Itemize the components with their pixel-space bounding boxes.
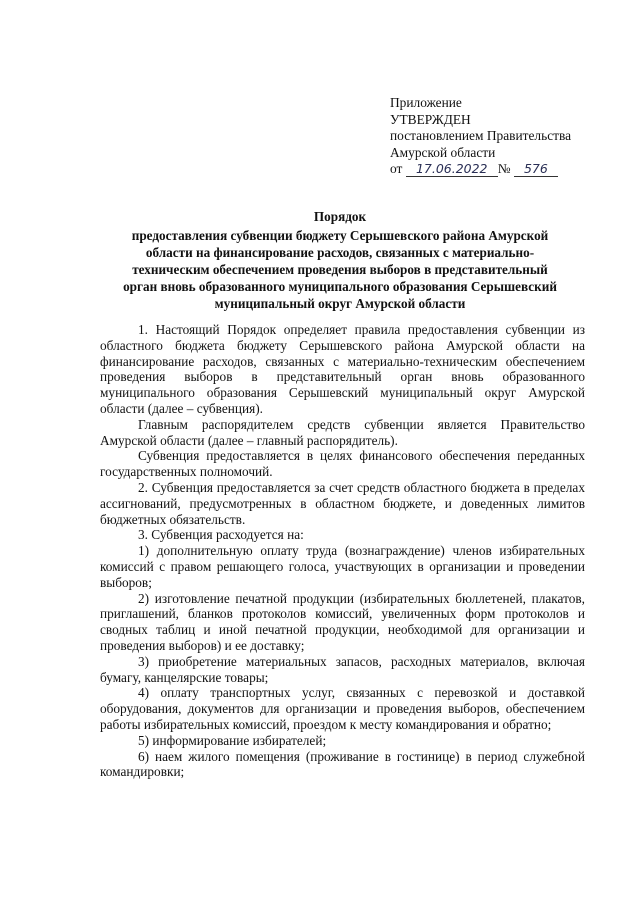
region-label: Амурской области (390, 144, 496, 160)
title-heading: Порядок (313, 209, 367, 224)
date-number-row (390, 161, 571, 178)
paragraph: 3. Субвенция расходуется на: (138, 527, 304, 543)
title-line: муниципальный округ Амурской области (214, 296, 466, 311)
paragraph: Субвенция предоставляется в целях финансового обеспечения переданных государственных полномочий. (100, 448, 585, 480)
title-line: техническим обеспечением проведения выборов в представительный (132, 262, 548, 277)
list-item: 2) изготовление печатной продукции (избирательных бюллетеней, плакатов, приглашений, бланков протоколов комиссий, увеличенных форм протоколов и сводных таблиц и иной печатной продукции, необходимой для организации и проведения выборов) и ее доставку; (100, 590, 585, 653)
appendix-label: Приложение (390, 95, 462, 110)
list-item: 5) информирование избирателей; (138, 732, 327, 748)
handwritten-number: 576 (514, 162, 558, 177)
list-item: 1) дополнительную оплату труда (вознаграждение) членов избирательных комиссий с правом решающего голоса, участвующих в организации и проведении выборов; (100, 543, 585, 590)
resolution-label: постановлением Правительства (390, 128, 572, 143)
document-body (100, 322, 585, 780)
approved-label: УТВЕРЖДЕН (390, 111, 471, 127)
from-label: от (390, 161, 403, 176)
list-item: 6) наем жилого помещения (проживание в гостинице) в период служебной командировки; (100, 748, 585, 780)
list-item: 3) приобретение материальных запасов, расходных материалов, включая бумагу, канцелярские товары; (100, 653, 585, 685)
number-sign: № (497, 161, 511, 176)
paragraph: 1. Настоящий Порядок определяет правила предоставления субвенции из областного бюджета бюджету Серышевского района Амурской области на финансирование расходов, связанных с материально-техническим обеспечением проведения выборов в представительный орган вновь образованного муниципального образования Серышевский муниципальный округ Амурской области (далее – субвенция). (100, 322, 585, 416)
document-title (95, 208, 585, 312)
paragraph: 2. Субвенция предоставляется за счет средств областного бюджета в пределах ассигнований, предусмотренных в областном бюджете, и доведенных лимитов бюджетных обязательств. (100, 479, 585, 527)
handwritten-date: 17.06.2022 (406, 162, 498, 177)
title-line: орган вновь образованного муниципального образования Серышевский (123, 279, 557, 294)
list-item: 4) оплату транспортных услуг, связанных с перевозкой и доставкой оборудования, документов для организации и проведения выборов, обеспечением работы избирательных комиссий, проездом к месту командирования и обратно; (100, 685, 585, 732)
approval-block (390, 95, 571, 178)
title-line: предоставления субвенции бюджету Серышевского района Амурской (131, 228, 549, 243)
paragraph: Главным распорядителем средств субвенции является Правительство Амурской области (далее – главный распорядитель). (100, 416, 585, 448)
title-line: области на финансирование расходов, связанных с материально- (145, 245, 535, 260)
